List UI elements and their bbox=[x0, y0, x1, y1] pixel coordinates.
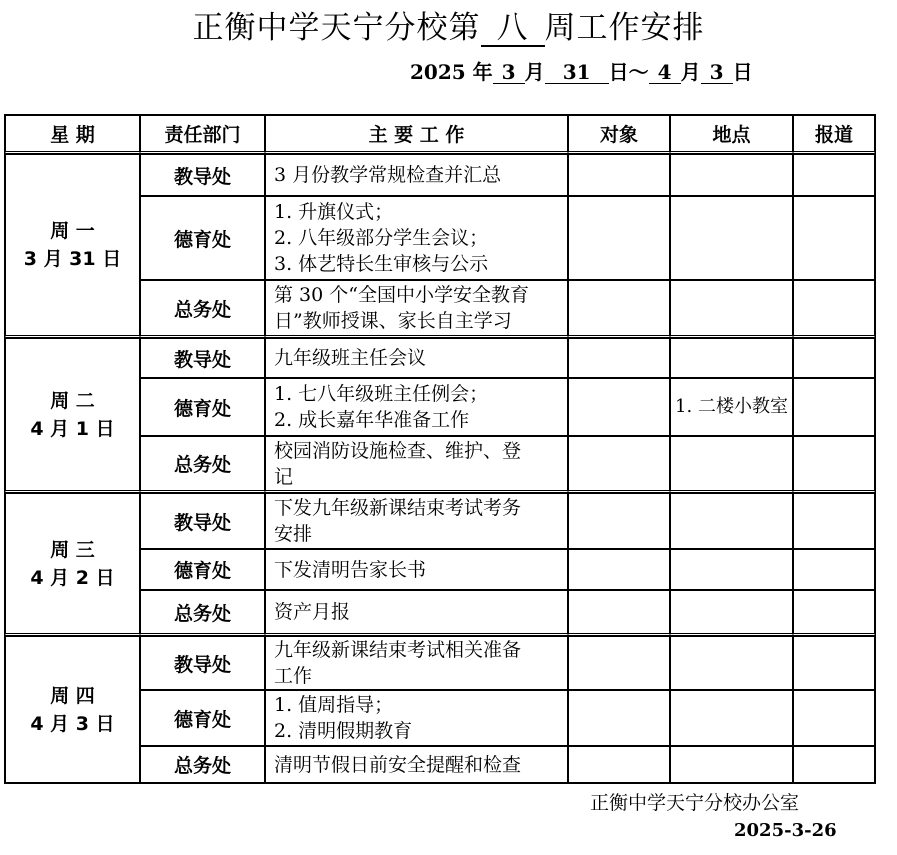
target-cell bbox=[568, 636, 670, 690]
target-cell bbox=[568, 378, 670, 436]
work-cell bbox=[265, 196, 568, 280]
work-cell bbox=[265, 154, 568, 196]
work-line: 九年级班主任会议 bbox=[274, 347, 427, 369]
place-cell bbox=[670, 746, 793, 783]
day-label-2: 日 bbox=[732, 60, 753, 84]
day-cell bbox=[5, 636, 140, 783]
work-line: 3 月份教学常规检查并汇总 bbox=[274, 164, 502, 186]
work-line: 2. 成长嘉年华准备工作 bbox=[274, 409, 470, 431]
issue-date: 2025-3-26 bbox=[734, 820, 837, 841]
weekday: 周 三 bbox=[50, 538, 95, 561]
week-number: 八 bbox=[481, 11, 545, 47]
title-prefix: 正衡中学天宁分校第 bbox=[192, 10, 481, 46]
work-cell bbox=[265, 746, 568, 783]
dept-cell: 总务处 bbox=[140, 436, 265, 493]
dept-cell: 总务处 bbox=[140, 590, 265, 636]
place-cell bbox=[670, 280, 793, 338]
header-report: 报道 bbox=[793, 115, 875, 154]
work-line: 日”教师授课、家长自主学习 bbox=[274, 310, 512, 332]
target-cell bbox=[568, 590, 670, 636]
place-cell bbox=[670, 338, 793, 378]
target-cell bbox=[568, 338, 670, 378]
date: 4 月 2 日 bbox=[30, 566, 115, 589]
place-cell bbox=[670, 690, 793, 746]
header-target: 对象 bbox=[568, 115, 670, 154]
work-line: 第 30 个“全国中小学安全教育 bbox=[274, 284, 529, 306]
work-line: 记 bbox=[274, 465, 294, 488]
month-label-2: 月 bbox=[680, 60, 701, 84]
report-cell bbox=[793, 493, 875, 549]
report-cell bbox=[793, 154, 875, 196]
report-cell bbox=[793, 196, 875, 280]
work-line: 校园消防设施检查、维护、登 bbox=[274, 439, 522, 462]
report-cell bbox=[793, 436, 875, 493]
header-day: 星 期 bbox=[5, 115, 140, 154]
table-row bbox=[5, 154, 875, 196]
work-line: 资产月报 bbox=[274, 601, 351, 623]
weekday: 周 四 bbox=[50, 684, 95, 707]
place-cell bbox=[670, 196, 793, 280]
work-line: 下发九年级新课结束考试考务 bbox=[274, 497, 522, 519]
header-place: 地点 bbox=[670, 115, 793, 154]
day-cell bbox=[5, 154, 140, 338]
work-cell bbox=[265, 280, 568, 338]
target-cell bbox=[568, 690, 670, 746]
target-cell bbox=[568, 436, 670, 493]
place-cell bbox=[670, 154, 793, 196]
date: 3 月 31 日 bbox=[23, 248, 122, 270]
schedule-table bbox=[4, 114, 876, 784]
report-cell bbox=[793, 338, 875, 378]
report-cell bbox=[793, 378, 875, 436]
dept-cell: 教导处 bbox=[140, 636, 265, 690]
table-row bbox=[5, 636, 875, 690]
report-cell bbox=[793, 636, 875, 690]
dept-cell: 德育处 bbox=[140, 690, 265, 746]
report-cell bbox=[793, 590, 875, 636]
work-cell bbox=[265, 590, 568, 636]
header-row bbox=[5, 115, 875, 154]
place-cell: 1. 二楼小教室 bbox=[670, 378, 793, 436]
work-line: 1. 升旗仪式； bbox=[274, 201, 394, 223]
date: 4 月 3 日 bbox=[30, 712, 115, 735]
place-cell bbox=[670, 590, 793, 636]
work-line: 3. 体艺特长生审核与公示 bbox=[274, 253, 489, 275]
work-cell bbox=[265, 436, 568, 493]
dept-cell: 德育处 bbox=[140, 378, 265, 436]
end-month: 4 bbox=[649, 61, 681, 84]
work-cell bbox=[265, 549, 568, 590]
work-cell bbox=[265, 690, 568, 746]
end-day: 3 bbox=[701, 61, 733, 84]
target-cell bbox=[568, 280, 670, 338]
target-cell bbox=[568, 549, 670, 590]
table-row bbox=[5, 493, 875, 549]
report-cell bbox=[793, 280, 875, 338]
date-range bbox=[410, 56, 753, 85]
place-cell bbox=[670, 436, 793, 493]
start-day: 31 bbox=[545, 61, 609, 84]
dept-cell: 教导处 bbox=[140, 154, 265, 196]
place-cell bbox=[670, 549, 793, 590]
work-line: 安排 bbox=[274, 523, 313, 545]
weekday: 周 二 bbox=[50, 389, 95, 412]
day-label-1: 日～ bbox=[608, 60, 649, 84]
report-cell bbox=[793, 549, 875, 590]
work-cell bbox=[265, 493, 568, 549]
page-title bbox=[0, 2, 897, 47]
day-cell bbox=[5, 338, 140, 493]
target-cell bbox=[568, 154, 670, 196]
work-line: 工作 bbox=[274, 665, 313, 687]
dept-cell: 德育处 bbox=[140, 549, 265, 590]
dept-cell: 德育处 bbox=[140, 196, 265, 280]
work-line: 2. 八年级部分学生会议； bbox=[274, 227, 489, 249]
work-cell bbox=[265, 338, 568, 378]
work-line: 清明节假日前安全提醒和检查 bbox=[274, 753, 522, 776]
date: 4 月 1 日 bbox=[30, 417, 115, 440]
day-cell bbox=[5, 493, 140, 636]
work-line: 九年级新课结束考试相关准备 bbox=[274, 639, 522, 661]
place-cell bbox=[670, 636, 793, 690]
target-cell bbox=[568, 493, 670, 549]
issuing-office: 正衡中学天宁分校办公室 bbox=[590, 792, 800, 814]
dept-cell: 教导处 bbox=[140, 338, 265, 378]
year: 2025 bbox=[410, 60, 466, 84]
month-label-1: 月 bbox=[524, 60, 545, 84]
header-dept: 责任部门 bbox=[140, 115, 265, 154]
dept-cell: 总务处 bbox=[140, 746, 265, 783]
start-month: 3 bbox=[493, 61, 525, 84]
work-cell bbox=[265, 636, 568, 690]
target-cell bbox=[568, 196, 670, 280]
work-line: 1. 值周指导； bbox=[274, 694, 394, 716]
year-label: 年 bbox=[472, 60, 493, 84]
title-suffix: 周工作安排 bbox=[544, 10, 705, 46]
target-cell bbox=[568, 746, 670, 783]
work-line: 1. 七八年级班主任例会； bbox=[274, 383, 489, 405]
work-line: 下发清明告家长书 bbox=[274, 558, 427, 581]
dept-cell: 教导处 bbox=[140, 493, 265, 549]
table-row bbox=[5, 338, 875, 378]
place-cell bbox=[670, 493, 793, 549]
weekday: 周 一 bbox=[50, 220, 95, 242]
work-cell bbox=[265, 378, 568, 436]
report-cell bbox=[793, 690, 875, 746]
dept-cell: 总务处 bbox=[140, 280, 265, 338]
report-cell bbox=[793, 746, 875, 783]
work-line: 2. 清明假期教育 bbox=[274, 720, 413, 742]
header-work: 主 要 工 作 bbox=[265, 115, 568, 154]
